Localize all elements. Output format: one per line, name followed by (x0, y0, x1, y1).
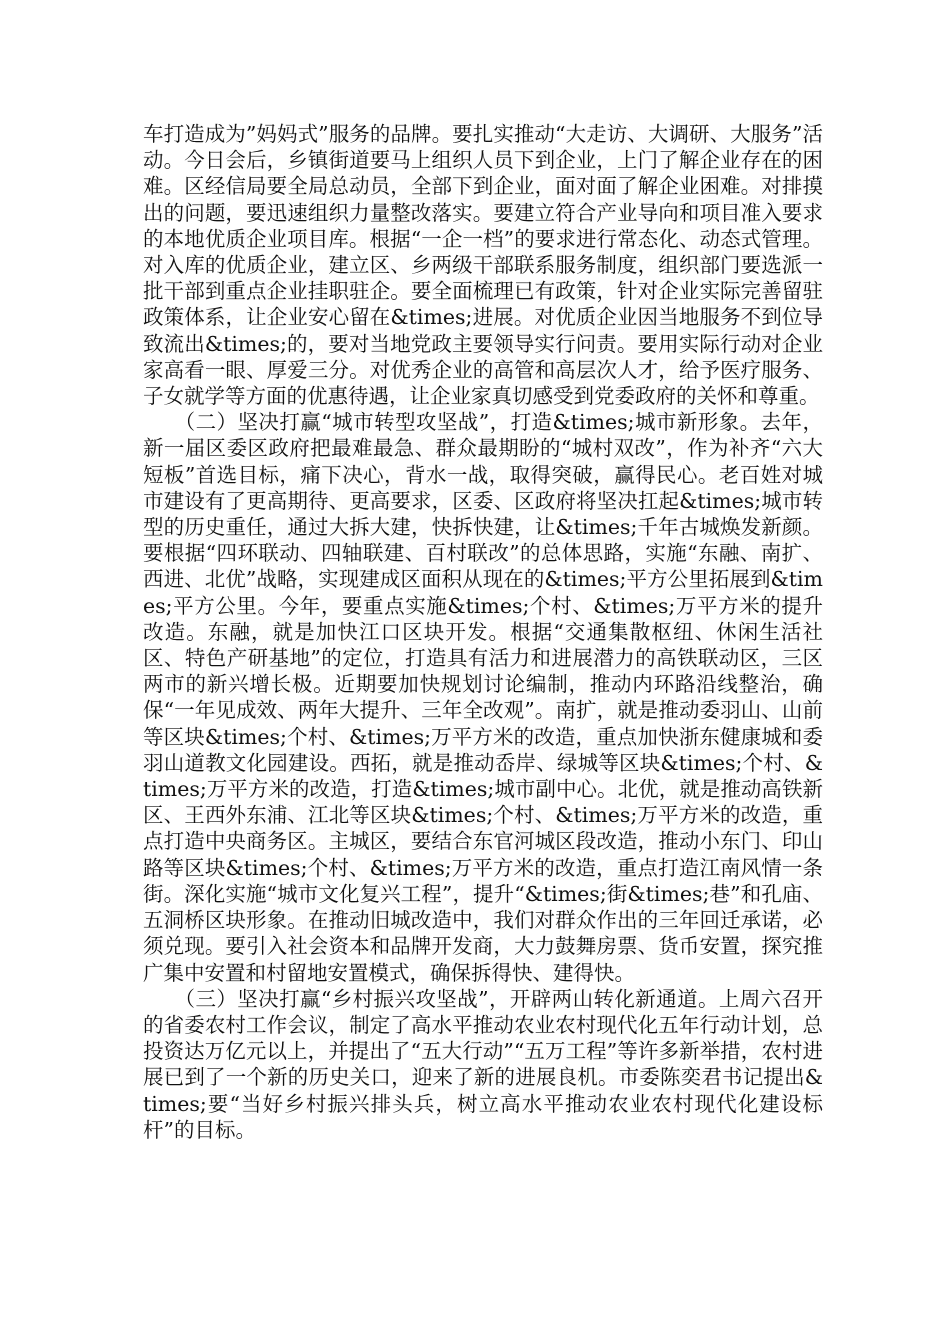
paragraph-city-transformation: （二）坚决打赢“城市转型攻坚战”，打造&times;城市新形象。去年，新一届区委区政府把最难最急、群众最期盼的“城村双改”，作为补齐“六大短板”首选目标，痛下决心，背水一战，取得突破，赢得民心。老百姓对城市建设有了更高期待、更高要求，区委、区政府将坚决扛起&times;城市转型的历史重任，通过大拆大建，快拆快建，让&times;千年古城焕发新颜。要根据“四环联动、四轴联建、百村联改”的总体思路，实施“东融、南扩、西进、北优”战略，实现建成区面积从现在的&times;平方公里拓展到&times;平方公里。今年，要重点实施&times;个村、&times;万平方米的提升改造。东融，就是加快江口区块开发。根据“交通集散枢纽、休闲生活社区、特色产研基地”的定位，打造具有活力和进展潜力的高铁联动区，三区两市的新兴增长极。近期要加快规划讨论编制，推动内环路沿线整治，确保“一年见成效、两年大提升、三年全改观”。南扩，就是推动委羽山、山前等区块&times;个村、&times;万平方米的改造，重点加快浙东健康城和委羽山道教文化园建设。西拓，就是推动岙岸、绿城等区块&times;个村、&times;万平方米的改造，打造&times;城市副中心。北优，就是推动高铁新区、王西外东浦、江北等区块&times;个村、&times;万平方米的改造，重点打造中央商务区。主城区，要结合东官河城区段改造，推动小东门、印山路等区块&times;个村、&times;万平方米的改造，重点打造江南风情一条街。深化实施“城市文化复兴工程”，提升“&times;街&times;巷”和孔庙、五洞桥区块形象。在推动旧城改造中，我们对群众作出的三年回迁承诺，必须兑现。要引入社会资本和品牌开发商，大力鼓舞房票、货币安置，探究推广集中安置和村留地安置模式，确保拆得快、建得快。 (143, 410, 823, 985)
paragraph-enterprise-service: 车打造成为”妈妈式”服务的品牌。要扎实推动“大走访、大调研、大服务”活动。今日会后，乡镇街道要马上组织人员下到企业，上门了解企业存在的困难。区经信局要全局总动员，全部下到企业，面对面了解企业困难。对排摸出的问题，要迅速组织力量整改落实。要建立符合产业导向和项目准入要求的本地优质企业项目库。根据“一企一档”的要求进行常态化、动态式管理。对入库的优质企业，建立区、乡两级干部联系服务制度，组织部门要选派一批干部到重点企业挂职驻企。要全面梳理已有政策，针对企业实际完善留驻政策体系，让企业安心留在&times;进展。对优质企业因当地服务不到位导致流出&times;的，要对当地党政主要领导实行问责。要用实际行动对企业家高看一眼、厚爱三分。对优秀企业的高管和高层次人才，给予医疗服务、子女就学等方面的优惠待遇，让企业家真切感受到党委政府的关怀和尊重。 (143, 122, 823, 409)
document-body (143, 121, 823, 1143)
paragraph-rural-revitalization: （三）坚决打赢“乡村振兴攻坚战”，开辟两山转化新通道。上周六召开的省委农村工作会议，制定了高水平推动农业农村现代化五年行动计划，总投资达万亿元以上，并提出了“五大行动”“五万工程”等许多新举措，农村进展已到了一个新的历史关口，迎来了新的进展良机。市委陈奕君书记提出&times;要“当好乡村振兴排头兵，树立高水平推动农业农村现代化建设标杆”的目标。 (143, 986, 823, 1142)
